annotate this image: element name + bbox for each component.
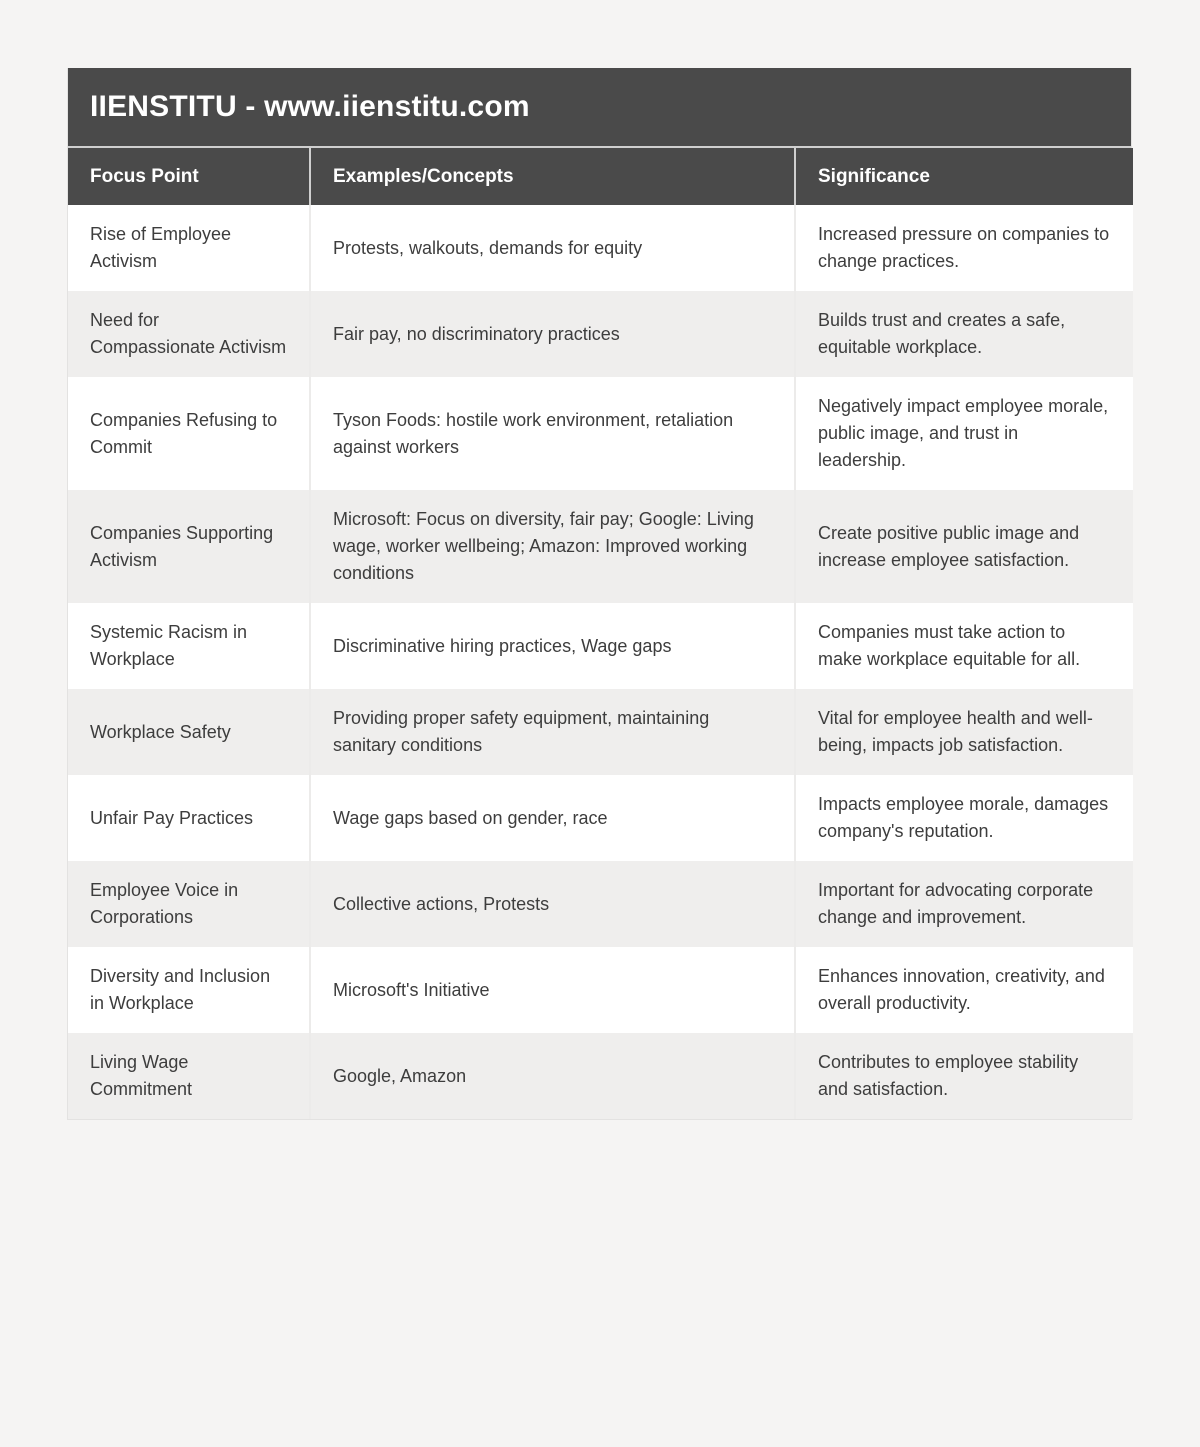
table-row	[68, 689, 1133, 775]
table-row	[68, 861, 1133, 947]
table-title-bar	[68, 68, 1131, 148]
cell-focus-point: Employee Voice in Corporations	[90, 880, 239, 927]
cell-focus-point: Rise of Employee Activism	[90, 224, 232, 271]
cell-significance: Companies must take action to make workplace equitable for all.	[795, 603, 1133, 689]
table-row	[68, 291, 1133, 377]
cell-significance: Negatively impact employee morale, public image, and trust in leadership.	[795, 377, 1133, 490]
cell-examples-concepts: Collective actions, Protests	[310, 861, 795, 947]
cell-focus-point: Companies Refusing to Commit	[90, 409, 278, 457]
table-row	[68, 775, 1133, 861]
cell-examples-concepts: Discriminative hiring practices, Wage gaps	[310, 603, 795, 689]
cell-examples-concepts: Fair pay, no discriminatory practices	[310, 291, 795, 377]
cell-significance: Enhances innovation, creativity, and overall productivity.	[795, 947, 1133, 1033]
page-title: IIENSTITU - www.iienstitu.com	[90, 90, 530, 123]
table-row	[68, 377, 1133, 490]
cell-focus-point: Systemic Racism in Workplace	[90, 622, 248, 669]
cell-focus-point: Unfair Pay Practices	[90, 807, 254, 828]
cell-examples-concepts: Microsoft's Initiative	[310, 947, 795, 1033]
table-row	[68, 947, 1133, 1033]
table-row	[68, 603, 1133, 689]
column-header-significance: Significance	[795, 148, 1133, 205]
cell-focus-point: Need for Compassionate Activism	[90, 310, 287, 357]
cell-focus-point: Companies Supporting Activism	[90, 522, 274, 570]
cell-focus-point: Diversity and Inclusion in Workplace	[90, 966, 271, 1013]
cell-significance: Builds trust and creates a safe, equitable workplace.	[795, 291, 1133, 377]
content-table	[68, 148, 1133, 1119]
cell-significance: Contributes to employee stability and satisfaction.	[795, 1033, 1133, 1119]
cell-examples-concepts: Providing proper safety equipment, maintaining sanitary conditions	[310, 689, 795, 775]
table-row	[68, 205, 1133, 291]
cell-examples-concepts: Wage gaps based on gender, race	[310, 775, 795, 861]
cell-examples-concepts: Google, Amazon	[310, 1033, 795, 1119]
cell-focus-point: Workplace Safety	[90, 721, 231, 742]
column-header-focus-point: Focus Point	[68, 148, 310, 205]
cell-examples-concepts: Tyson Foods: hostile work environment, retaliation against workers	[310, 377, 795, 490]
table-row	[68, 490, 1133, 603]
cell-focus-point: Living Wage Commitment	[90, 1052, 193, 1099]
cell-significance: Create positive public image and increase employee satisfaction.	[795, 490, 1133, 603]
cell-significance: Impacts employee morale, damages company's reputation.	[795, 775, 1133, 861]
cell-examples-concepts: Protests, walkouts, demands for equity	[310, 205, 795, 291]
cell-significance: Increased pressure on companies to change practices.	[795, 205, 1133, 291]
table-header-row	[68, 148, 1133, 205]
table-row	[68, 1033, 1133, 1119]
column-header-examples-concepts: Examples/Concepts	[310, 148, 795, 205]
page	[0, 68, 1200, 1447]
table-container	[67, 68, 1132, 1120]
cell-significance: Important for advocating corporate change and improvement.	[795, 861, 1133, 947]
cell-examples-concepts: Microsoft: Focus on diversity, fair pay; Google: Living wage, worker wellbeing; Amazon: Improved working conditions	[310, 490, 795, 603]
cell-significance: Vital for employee health and well-being, impacts job satisfaction.	[795, 689, 1133, 775]
